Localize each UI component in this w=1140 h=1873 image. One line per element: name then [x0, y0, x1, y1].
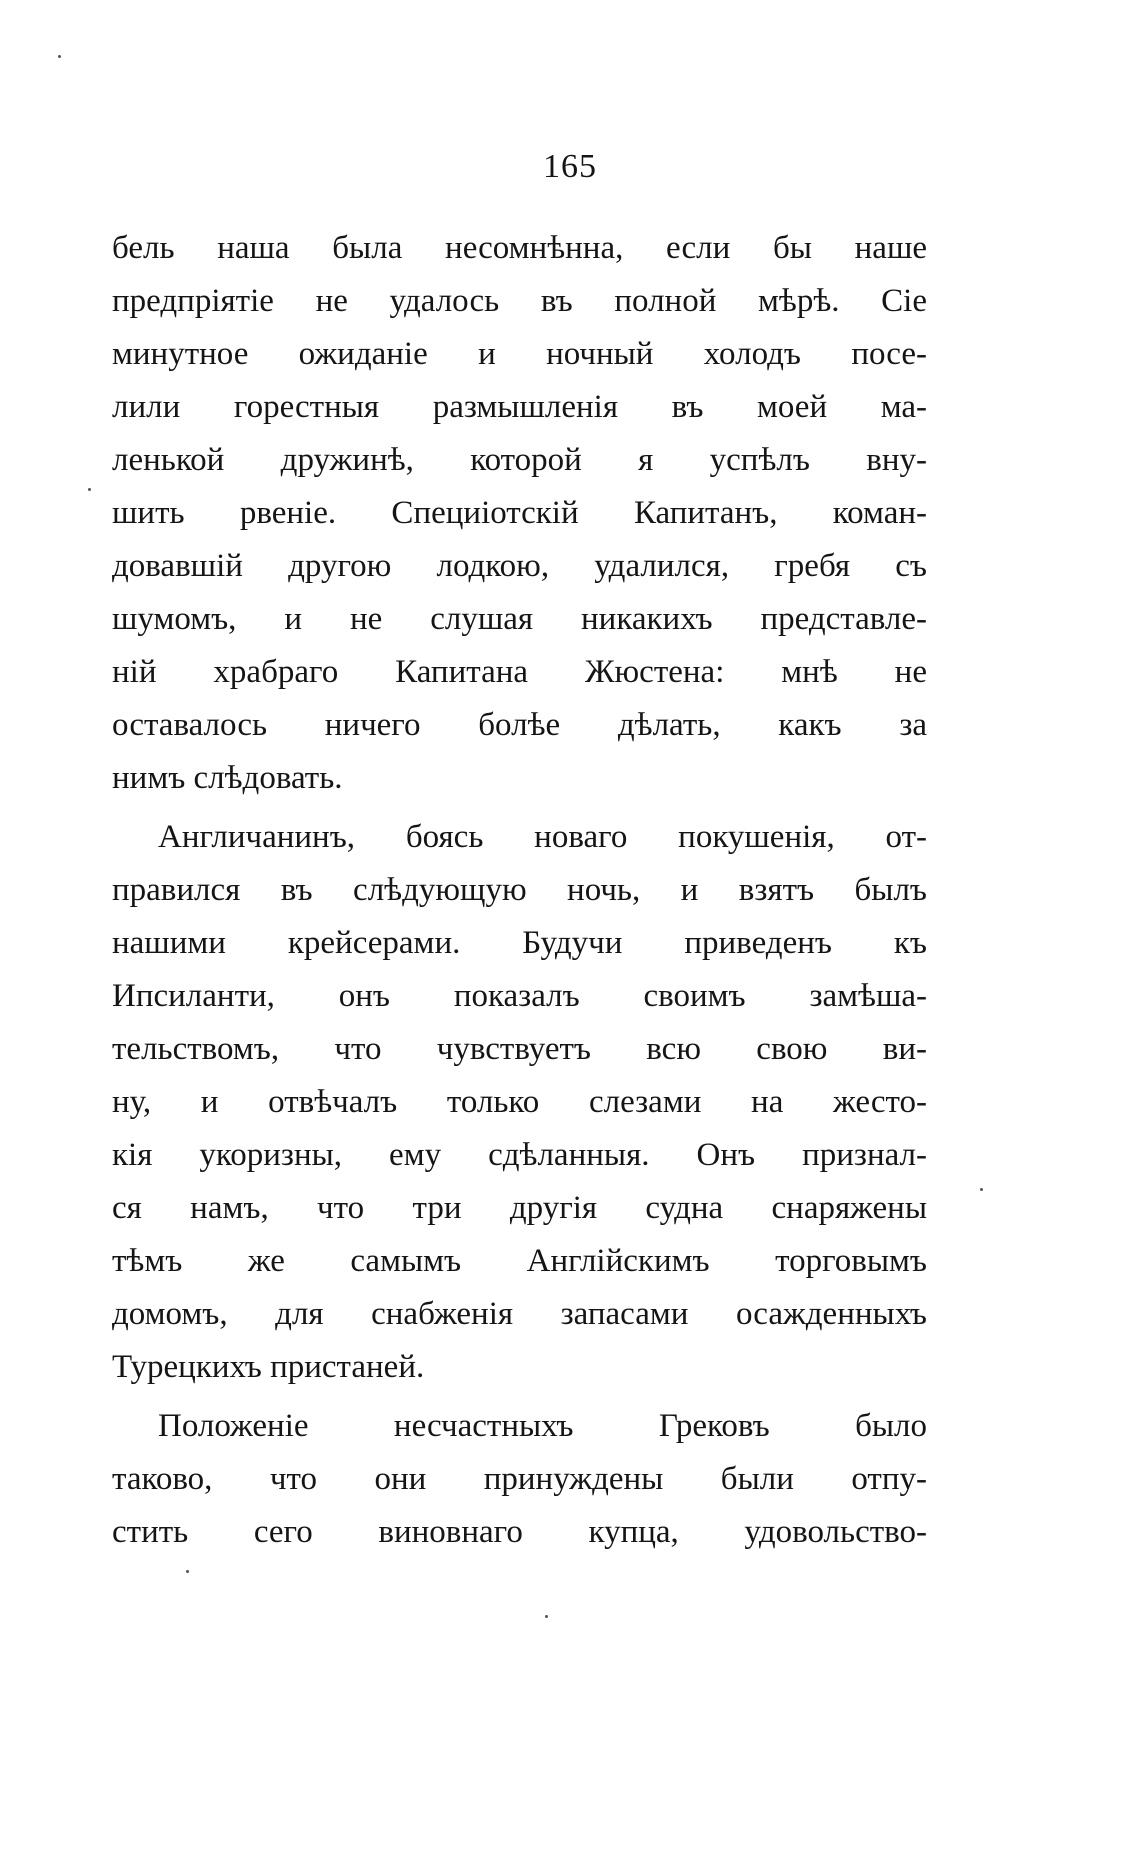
scan-speck — [186, 1570, 189, 1573]
text-line: лили горестныя размышленія въ моей ма- — [112, 389, 927, 425]
text-line: нашими крейсерами. Будучи приведенъ къ — [112, 925, 927, 961]
text-line: ну, и отвѣчалъ только слезами на жесто- — [112, 1084, 927, 1120]
text-line: ленькой дружинѣ, которой я успѣлъ вну- — [112, 442, 927, 478]
text-line: Ипсиланти, онъ показалъ своимъ замѣша- — [112, 978, 927, 1014]
paragraph — [112, 1400, 927, 1559]
text-line: правился въ слѣдующую ночь, и взятъ былъ — [112, 872, 927, 908]
text-line: минутное ожиданіе и ночный холодъ посе- — [112, 336, 927, 372]
text-line: предпріятіе не удалось въ полной мѣрѣ. Сіе — [112, 283, 927, 319]
text-line: шумомъ, и не слушая никакихъ представле- — [112, 601, 927, 637]
text-line: Положеніе несчастныхъ Грековъ было — [158, 1408, 927, 1444]
text-line: шить рвеніе. Специіотскій Капитанъ, коман- — [112, 495, 927, 531]
text-line: ся намъ, что три другія судна снаряжены — [112, 1190, 927, 1226]
text-line: Англичанинъ, боясь новаго покушенія, от- — [158, 819, 927, 855]
text-line: ній храбраго Капитана Жюстена: мнѣ не — [112, 654, 927, 690]
scan-speck — [545, 1615, 548, 1618]
scan-speck — [58, 55, 61, 58]
scan-speck — [88, 488, 91, 491]
page-number: 165 — [543, 148, 597, 185]
text-line: тельствомъ, что чувствуетъ всю свою ви- — [112, 1031, 927, 1067]
text-line: тѣмъ же самымъ Англійскимъ торговымъ — [112, 1243, 927, 1279]
text-line: нимъ слѣдовать. — [112, 760, 343, 796]
text-line: оставалось ничего болѣе дѣлать, какъ за — [112, 707, 927, 743]
text-line: Турецкихъ пристаней. — [112, 1349, 425, 1385]
paragraph — [112, 811, 927, 1394]
text-line: домомъ, для снабженія запасами осажденныхъ — [112, 1296, 927, 1332]
text-line: таково, что они принуждены были отпу- — [112, 1461, 927, 1497]
text-line: довавшій другою лодкою, удалился, гребя съ — [112, 548, 927, 584]
text-line: бель наша была несомнѣнна, если бы наше — [112, 230, 927, 266]
body-text — [112, 222, 927, 1559]
text-line: стить сего виновнаго купца, удовольство- — [112, 1514, 927, 1550]
paragraph — [112, 222, 927, 805]
text-line: кія укоризны, ему сдѣланныя. Онъ признал- — [112, 1137, 927, 1173]
scan-speck — [980, 1188, 983, 1191]
